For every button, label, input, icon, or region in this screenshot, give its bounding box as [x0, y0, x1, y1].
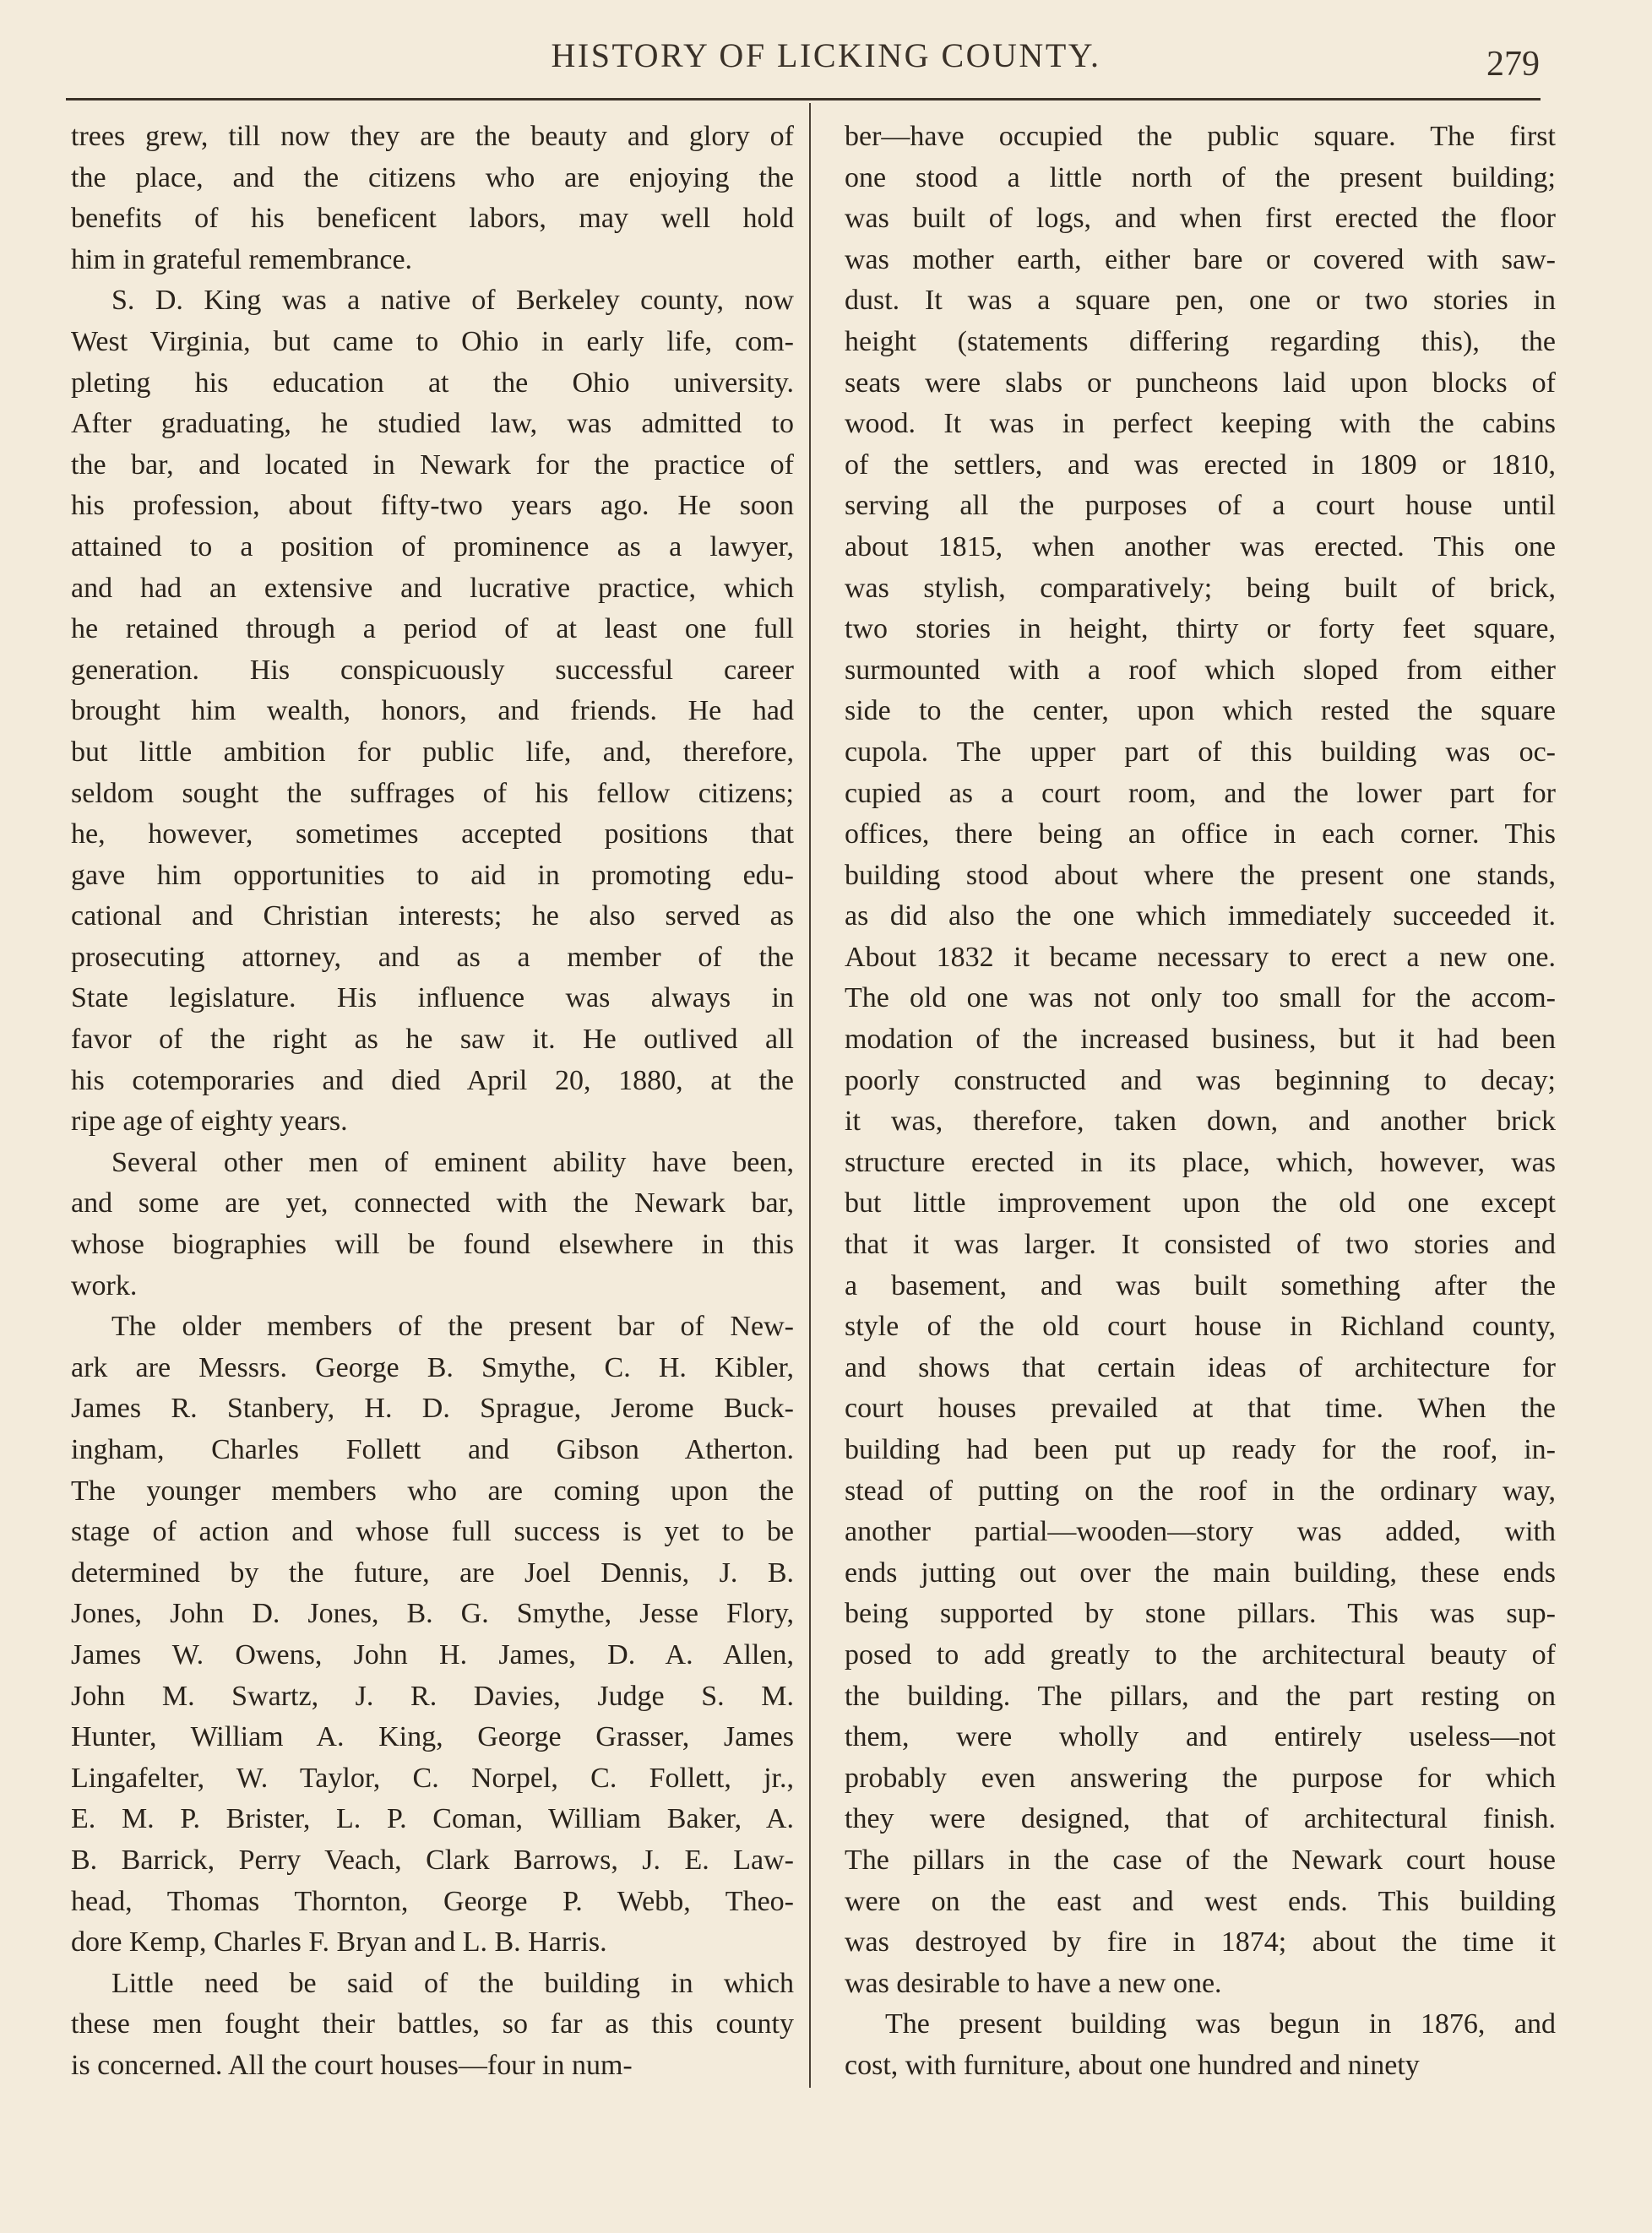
text-line: trees grew, till now they are the beauty and glory of	[71, 121, 794, 152]
text-line: Hunter, William A. King, George Grasser, James	[71, 1721, 794, 1753]
text-line: cupied as a court room, and the lower part for	[845, 777, 1556, 809]
text-line: was destroyed by fire in 1874; about the time it	[845, 1926, 1556, 1959]
paragraph	[71, 1307, 794, 1964]
text-line: was stylish, comparatively; being built of brick,	[845, 572, 1556, 604]
text-line: building stood about where the present one stands,	[845, 859, 1556, 891]
text-line: court houses prevailed at that time. When the	[845, 1393, 1556, 1425]
text-line: seats were slabs or puncheons laid upon blocks of	[845, 367, 1556, 399]
paragraph	[845, 117, 1556, 2004]
text-line: but little ambition for public life, and, therefore,	[71, 736, 794, 768]
text-line: side to the center, upon which rested the square	[845, 695, 1556, 727]
text-line: brought him wealth, honors, and friends. He had	[71, 695, 794, 727]
text-line: of the settlers, and was erected in 1809 or 1810,	[845, 448, 1556, 481]
paragraph	[845, 2004, 1556, 2086]
text-line: and had an extensive and lucrative practice, which	[71, 572, 794, 604]
text-line: posed to add greatly to the architectural beauty of	[845, 1638, 1556, 1671]
text-line: was built of logs, and when first erected the floor	[845, 203, 1556, 235]
text-line: Jones, John D. Jones, B. G. Smythe, Jesse Flory,	[71, 1598, 794, 1630]
text-line: Lingafelter, W. Taylor, C. Norpel, C. Follett, jr.,	[71, 1762, 794, 1794]
text-line: structure erected in its place, which, however, was	[845, 1146, 1556, 1178]
text-line: stead of putting on the roof in the ordinary way,	[845, 1475, 1556, 1507]
text-line: stage of action and whose full success is yet to be	[71, 1516, 794, 1548]
text-line: and shows that certain ideas of architecture for	[845, 1351, 1556, 1383]
text-line: height (statements differing regarding this), the	[845, 325, 1556, 357]
text-line: cost, with furniture, about one hundred and ninety	[845, 2049, 1420, 2081]
text-line: James R. Stanbery, H. D. Sprague, Jerome Buck-	[71, 1393, 794, 1425]
text-line: but little improvement upon the old one except	[845, 1187, 1556, 1220]
text-line: West Virginia, but came to Ohio in early life, com-	[71, 325, 794, 357]
text-line: seldom sought the suffrages of his fellow citizens;	[71, 777, 794, 809]
text-line: the place, and the citizens who are enjoying the	[71, 161, 794, 193]
text-line: he retained through a period of at least one full	[71, 613, 794, 645]
text-line: State legislature. His influence was always in	[71, 982, 794, 1014]
column-divider	[809, 103, 811, 2088]
text-line: were on the east and west ends. This building	[845, 1885, 1556, 1917]
text-line: was desirable to have a new one.	[845, 1967, 1222, 1999]
text-line: building had been put up ready for the roof, in-	[845, 1434, 1556, 1465]
text-line: that it was larger. It consisted of two stories and	[845, 1229, 1556, 1261]
running-head-title: HISTORY OF LICKING COUNTY.	[551, 36, 1101, 74]
text-line: S. D. King was a native of Berkeley county, now	[111, 285, 794, 317]
text-line: as did also the one which immediately succeeded it.	[845, 900, 1556, 932]
text-line: cupola. The upper part of this building was oc-	[845, 736, 1556, 768]
text-line: he, however, sometimes accepted positions that	[71, 818, 794, 850]
text-line: it was, therefore, taken down, and another brick	[845, 1106, 1556, 1138]
text-line: his profession, about fifty-two years ago. He soon	[71, 490, 794, 522]
text-line: John M. Swartz, J. R. Davies, Judge S. M.	[71, 1680, 794, 1712]
text-line: head, Thomas Thornton, George P. Webb, Theo-	[71, 1885, 794, 1917]
text-line: two stories in height, thirty or forty feet square,	[845, 613, 1556, 645]
text-line: Little need be said of the building in which	[111, 1967, 794, 1999]
text-line: ark are Messrs. George B. Smythe, C. H. Kibler,	[71, 1351, 794, 1383]
text-line: they were designed, that of architectural finish.	[845, 1803, 1556, 1835]
page-number: 279	[1486, 45, 1540, 84]
paragraph	[71, 117, 794, 280]
header-rule	[66, 98, 1541, 101]
text-line: a basement, and was built something after the	[845, 1269, 1556, 1301]
text-line: After graduating, he studied law, was admitted to	[71, 408, 794, 440]
text-line: surmounted with a roof which sloped from either	[845, 654, 1556, 686]
text-line: offices, there being an office in each corner. This	[845, 818, 1556, 850]
right-column	[845, 117, 1556, 2087]
text-line: The younger members who are coming upon the	[71, 1475, 794, 1507]
text-line: The present building was begun in 1876, and	[885, 2008, 1556, 2040]
paragraph	[71, 280, 794, 1142]
text-line: E. M. P. Brister, L. P. Coman, William Baker, A.	[71, 1803, 794, 1835]
text-line: favor of the right as he saw it. He outlived all	[71, 1024, 794, 1056]
text-line: cational and Christian interests; he also served as	[71, 900, 794, 932]
text-line: B. Barrick, Perry Veach, Clark Barrows, J. E. Law-	[71, 1844, 794, 1876]
text-line: attained to a position of prominence as a lawyer,	[71, 530, 794, 562]
paragraph	[71, 1143, 794, 1307]
text-line: was mother earth, either bare or covered with saw-	[845, 243, 1556, 275]
text-line: ber—have occupied the public square. The first	[845, 121, 1556, 152]
text-line: James W. Owens, John H. James, D. A. Allen,	[71, 1638, 794, 1671]
text-line: dust. It was a square pen, one or two stories in	[845, 285, 1556, 317]
text-line: ingham, Charles Follett and Gibson Atherton.	[71, 1434, 794, 1465]
text-line: wood. It was in perfect keeping with the cabins	[845, 408, 1556, 440]
text-line: Several other men of eminent ability have been,	[111, 1146, 794, 1178]
text-line: being supported by stone pillars. This was sup-	[845, 1598, 1556, 1630]
text-line: whose biographies will be found elsewhere in this	[71, 1229, 794, 1261]
left-column	[71, 117, 794, 2087]
text-line: poorly constructed and was beginning to decay;	[845, 1064, 1556, 1096]
text-line: ends jutting out over the main building, these ends	[845, 1557, 1556, 1589]
text-line: work.	[71, 1269, 138, 1301]
text-line: The older members of the present bar of New-	[111, 1311, 794, 1343]
text-line: modation of the increased business, but it had been	[845, 1024, 1556, 1056]
text-line: is concerned. All the court houses—four in num-	[71, 2049, 633, 2081]
text-line: one stood a little north of the present building;	[845, 161, 1556, 193]
text-line: prosecuting attorney, and as a member of the	[71, 941, 794, 973]
text-line: about 1815, when another was erected. This one	[845, 530, 1556, 562]
text-line: probably even answering the purpose for which	[845, 1762, 1556, 1794]
paragraph	[71, 1964, 794, 2087]
text-line: pleting his education at the Ohio university.	[71, 367, 794, 399]
text-line: determined by the future, are Joel Dennis, J. B.	[71, 1557, 794, 1589]
text-line: gave him opportunities to aid in promoting edu-	[71, 859, 794, 891]
text-line: his cotemporaries and died April 20, 1880, at the	[71, 1064, 794, 1096]
text-line: The old one was not only too small for the accom-	[845, 982, 1556, 1014]
text-line: him in grateful remembrance.	[71, 243, 413, 275]
text-line: dore Kemp, Charles F. Bryan and L. B. Harris.	[71, 1926, 607, 1959]
text-line: another partial—wooden—story was added, with	[845, 1516, 1556, 1548]
text-line: these men fought their battles, so far as this county	[71, 2008, 794, 2040]
text-line: benefits of his beneficent labors, may well hold	[71, 203, 794, 235]
text-line: ripe age of eighty years.	[71, 1106, 348, 1138]
text-line: About 1832 it became necessary to erect a new one.	[845, 941, 1556, 973]
text-line: The pillars in the case of the Newark court house	[845, 1844, 1556, 1876]
text-line: serving all the purposes of a court house until	[845, 490, 1556, 522]
text-line: style of the old court house in Richland county,	[845, 1311, 1556, 1343]
text-line: and some are yet, connected with the Newark bar,	[71, 1187, 794, 1220]
text-line: them, were wholly and entirely useless—not	[845, 1721, 1556, 1753]
text-line: the building. The pillars, and the part resting on	[845, 1680, 1556, 1712]
text-line: generation. His conspicuously successful career	[71, 654, 794, 686]
text-line: the bar, and located in Newark for the practice of	[71, 448, 794, 481]
